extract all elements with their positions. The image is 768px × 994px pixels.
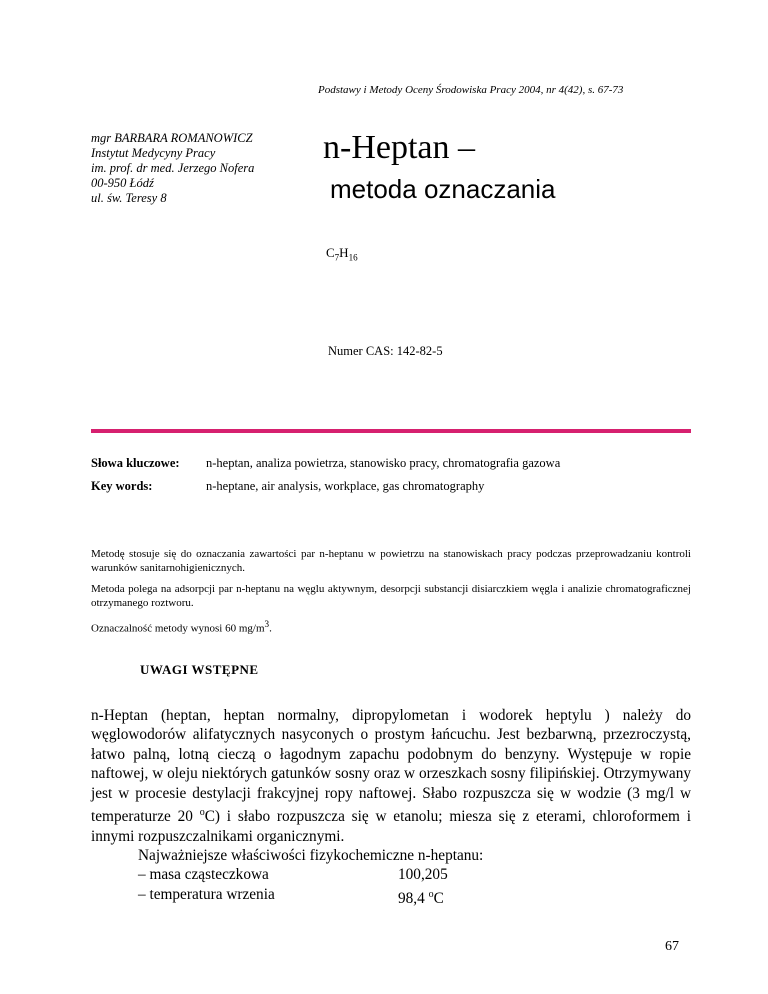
page-number: 67 [665, 939, 679, 954]
author-institute-patron: im. prof. dr med. Jerzego Nofera [91, 161, 255, 175]
divider-rule [91, 429, 691, 433]
property-value: 100,205 [398, 866, 448, 884]
keywords-en-label: Key words: [91, 479, 153, 493]
properties-intro: Najważniejsze właściwości fizykochemiczne n-heptanu: [138, 846, 484, 864]
degree-symbol: o [199, 807, 205, 819]
property-value-unit: C [433, 889, 444, 907]
chemical-formula [326, 245, 358, 263]
page-subtitle: metoda oznaczania [330, 174, 556, 204]
body-text-part: n-Heptan (heptan, heptan normalny, dipropylometan i wodorek heptylu ) należy do węglowodorów alifatycznych nasyconych o prostym łańcuchu. Jest bezbarwną, przezroczystą, łatwo palną, lotną cieczą o łagodnym zapachu podobnym do benzyny. Występuje w ropie naftowej, w oleju niektórych gatunków sosny oraz w orzeszkach sosny filipińskiej. Otrzymywany jest w procesie destylacji frakcyjnej ropy naftowej. Słabo rozpuszcza się w wodzie (3 mg/l w temperaturze 20 [91, 707, 691, 826]
keywords-en-text: n-heptane, air analysis, workplace, gas chromatography [206, 479, 485, 493]
formula-carbon: C [326, 245, 335, 260]
property-name: – temperatura wrzenia [138, 885, 275, 903]
section-heading: UWAGI WSTĘPNE [140, 662, 259, 677]
degree-symbol: o [428, 888, 434, 900]
detection-limit-unit-exponent: 3 [264, 619, 270, 629]
author-institute: Instytut Medycyny Pracy [91, 146, 216, 160]
formula-hydrogen: H [339, 245, 349, 260]
author-block [91, 131, 254, 206]
journal-reference: Podstawy i Metody Oceny Środowiska Pracy 2004, nr 4(42), s. 67-73 [318, 84, 624, 96]
page-title: n-Heptan – [323, 129, 476, 166]
cas-number: Numer CAS: 142-82-5 [328, 344, 443, 358]
property-value [398, 885, 444, 909]
keywords-pl-label: Słowa kluczowe: [91, 456, 180, 470]
property-row [91, 885, 691, 907]
abstract-paragraph: Metoda polega na adsorpcji par n-heptanu na węglu aktywnym, desorpcji substancji disiarczkiem węgla i analizie chromatograficznej otrzymanego roztworu. [91, 583, 691, 609]
detection-limit-text: Oznaczalność metody wynosi 60 mg/m [91, 622, 265, 635]
body-text-part: C) i słabo rozpuszcza się w etanolu; miesza się z eterami, chloroformem i innymi rozpuszczalnikami organicznymi. [91, 808, 691, 845]
abstract [91, 547, 691, 643]
detection-limit-end: . [269, 622, 272, 635]
property-value-number: 98,4 [398, 889, 429, 907]
abstract-detection-limit [91, 617, 691, 636]
author-name: mgr BARBARA ROMANOWICZ [91, 131, 253, 145]
author-postal-code: 00-950 Łódź [91, 176, 154, 190]
body-paragraph [91, 706, 691, 846]
property-row [91, 865, 691, 884]
keywords-pl-text: n-heptan, analiza powietrza, stanowisko pracy, chromatografia gazowa [206, 456, 561, 470]
abstract-paragraph: Metodę stosuje się do oznaczania zawartości par n-heptanu w powietrzu na stanowiskach pracy podczas przeprowadzaniu kontroli warunków sanitarnohigienicznych. [91, 548, 691, 574]
author-street: ul. św. Teresy 8 [91, 191, 167, 205]
property-name: – masa cząsteczkowa [138, 866, 269, 884]
body-text [91, 706, 691, 907]
formula-carbon-count: 7 [334, 252, 340, 263]
formula-hydrogen-count: 16 [348, 252, 358, 263]
